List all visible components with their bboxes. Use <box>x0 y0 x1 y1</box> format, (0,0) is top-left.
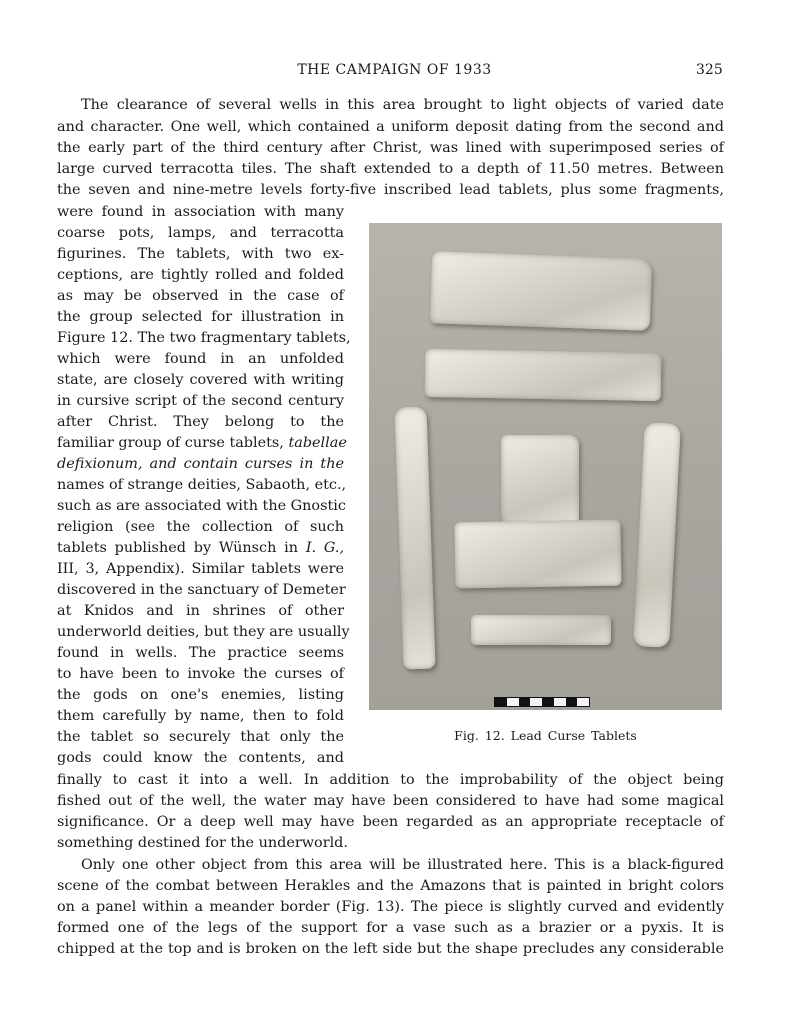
text-line: them carefully by name, then to fold <box>57 708 344 724</box>
text-line: finally to cast it into a well. In addition to the improbability of the object being <box>57 772 724 788</box>
rolled-tablet <box>430 251 652 331</box>
unfolded-tablet-fragment <box>454 520 621 589</box>
text-line <box>57 454 344 475</box>
text-line: Only one other object from this area will be illustrated here. This is a black-figured <box>81 857 724 873</box>
text-line: as may be observed in the case of <box>57 288 344 304</box>
lead-tablets-photo <box>369 223 722 710</box>
text-line: were found in association with many <box>57 204 344 220</box>
text-line: the early part of the third century after Christ, was lined with superimposed series of <box>57 140 724 156</box>
scale-bar <box>494 697 590 707</box>
text-line: Figure 12. The two fragmentary tablets, <box>57 330 351 346</box>
figure-caption: Fig. 12. Lead Curse Tablets <box>454 728 637 743</box>
text-line: religion (see the collection of such <box>57 519 344 535</box>
text-line: found in wells. The practice seems <box>57 645 344 661</box>
text-line: after Christ. They belong to the <box>57 414 344 430</box>
text-segment: tablets published by Wünsch in <box>57 540 299 556</box>
text-line: on a panel within a meander border (Fig. 13). The piece is slightly curved and evidently <box>57 899 724 915</box>
text-line: gods could know the contents, and <box>57 750 344 766</box>
text-line: the tablet so securely that only the <box>57 729 344 745</box>
italic-term: I. G., <box>305 540 345 556</box>
rolled-tablet <box>425 349 662 401</box>
text-line: III, 3, Appendix). Similar tablets were <box>57 561 344 577</box>
rolled-tablet <box>394 407 435 670</box>
text-line: something destined for the underworld. <box>57 835 348 851</box>
text-line: chipped at the top and is broken on the left side but the shape precludes any considerable <box>57 941 724 957</box>
text-line: ceptions, are tightly rolled and folded <box>57 267 344 283</box>
text-line: fished out of the well, the water may have been considered to have had some magical <box>57 793 724 809</box>
unfolded-tablet-fragment <box>501 435 579 525</box>
text-line: in cursive script of the second century <box>57 393 344 409</box>
italic-term: tabellae <box>288 435 347 451</box>
text-line: to have been to invoke the curses of <box>57 666 344 682</box>
rolled-tablet <box>471 615 611 645</box>
text-line: the gods on one's enemies, listing <box>57 687 344 703</box>
text-line: which were found in an unfolded <box>57 351 344 367</box>
text-line: at Knidos and in shrines of other <box>57 603 344 619</box>
text-line: the group selected for illustration in <box>57 309 344 325</box>
text-line: large curved terracotta tiles. The shaft extended to a depth of 11.50 metres. Between <box>57 161 724 177</box>
text-line: and character. One well, which contained a uniform deposit dating from the second and <box>57 119 724 135</box>
running-title: THE CAMPAIGN OF 1933 <box>297 62 492 78</box>
text-line: scene of the combat between Herakles and the Amazons that is painted in bright colors <box>57 878 724 894</box>
text-line: discovered in the sanctuary of Demeter <box>57 582 346 598</box>
text-line: names of strange deities, Sabaoth, etc., <box>57 477 347 493</box>
text-line: underworld deities, but they are usually <box>57 624 350 640</box>
text-line: The clearance of several wells in this area brought to light objects of varied date <box>81 97 724 113</box>
text-line: coarse pots, lamps, and terracotta <box>57 225 344 241</box>
text-line: significance. Or a deep well may have been regarded as an appropriate receptacle of <box>57 814 724 830</box>
text-line <box>57 433 347 454</box>
text-line: the seven and nine-metre levels forty-five inscribed lead tablets, plus some fragments, <box>57 182 724 198</box>
text-line: formed one of the legs of the support for a vase such as a brazier or a pyxis. It is <box>57 920 724 936</box>
page-number: 325 <box>696 62 723 78</box>
italic-term: defixionum, and contain curses in the <box>57 456 344 472</box>
text-line: figurines. The tablets, with two ex- <box>57 246 344 262</box>
text-line: state, are closely covered with writing <box>57 372 344 388</box>
text-segment: familiar group of curse tablets, <box>57 435 284 451</box>
rolled-tablet <box>633 422 681 648</box>
text-line <box>57 538 344 559</box>
text-line: such as are associated with the Gnostic <box>57 498 346 514</box>
